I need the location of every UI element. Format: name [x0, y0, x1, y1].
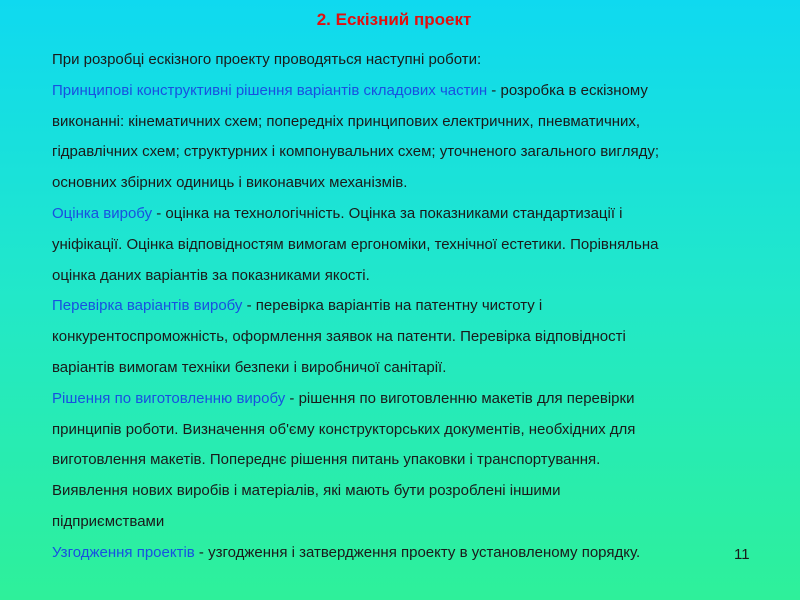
section-line: оцінка даних варіантів за показниками якості. [52, 266, 370, 284]
section-term: Узгодження проектів [52, 543, 195, 561]
section-term: Принципові конструктивні рішення варіантів складових частин [52, 81, 488, 99]
section-term: Рішення по виготовленню виробу [52, 389, 286, 407]
section-text: - узгодження і затвердження проекту в установленому порядку. [194, 543, 641, 561]
section-first-line [52, 538, 780, 569]
slide-title: 2. Ескізний проект [316, 10, 472, 29]
section-line: підприємствами [52, 512, 165, 530]
section-line: уніфікації. Оцінка відповідностям вимогам ергономіки, технічної естетики. Порівняльна [52, 235, 659, 253]
section-line: виготовлення макетів. Попереднє рішення питань упаковки і транспортування. [52, 451, 601, 469]
section-line: основних збірних одиниць і виконавчих механізмів. [52, 174, 408, 192]
section-text: - рішення по виготовленню макетів для перевірки [285, 389, 635, 407]
section-term: Оцінка виробу [52, 204, 153, 222]
section-text: - оцінка на технологічність. Оцінка за показниками стандартизації і [152, 204, 623, 222]
page-number: 11 [734, 546, 750, 563]
section-first-line [52, 76, 780, 107]
section-first-line [52, 199, 780, 230]
section-first-line [52, 291, 780, 322]
section-line: принципів роботи. Визначення об'єму конструкторських документів, необхідних для [52, 420, 636, 438]
section-first-line [52, 384, 780, 415]
section-text: - розробка в ескізному [487, 81, 648, 99]
section-line: конкурентоспроможність, оформлення заявок на патенти. Перевірка відповідності [52, 328, 626, 346]
section-line: гідравлічних схем; структурних і компонувальних схем; уточненого загального вигляду; [52, 143, 659, 161]
section-line: Виявлення нових виробів і матеріалів, які мають бути розроблені іншими [52, 482, 561, 500]
section-term: Перевірка варіантів виробу [52, 297, 243, 315]
intro-line: При розробці ескізного проекту проводяться наступні роботи: [52, 51, 482, 68]
section-line: варіантів вимогам техніки безпеки і виробничої санітарії. [52, 358, 447, 376]
slide-content [52, 45, 780, 569]
section-text: - перевірка варіантів на патентну чистоту і [242, 297, 543, 315]
section-line: виконанні: кінематичних схем; попередніх принципових електричних, пневматичних, [52, 112, 641, 130]
